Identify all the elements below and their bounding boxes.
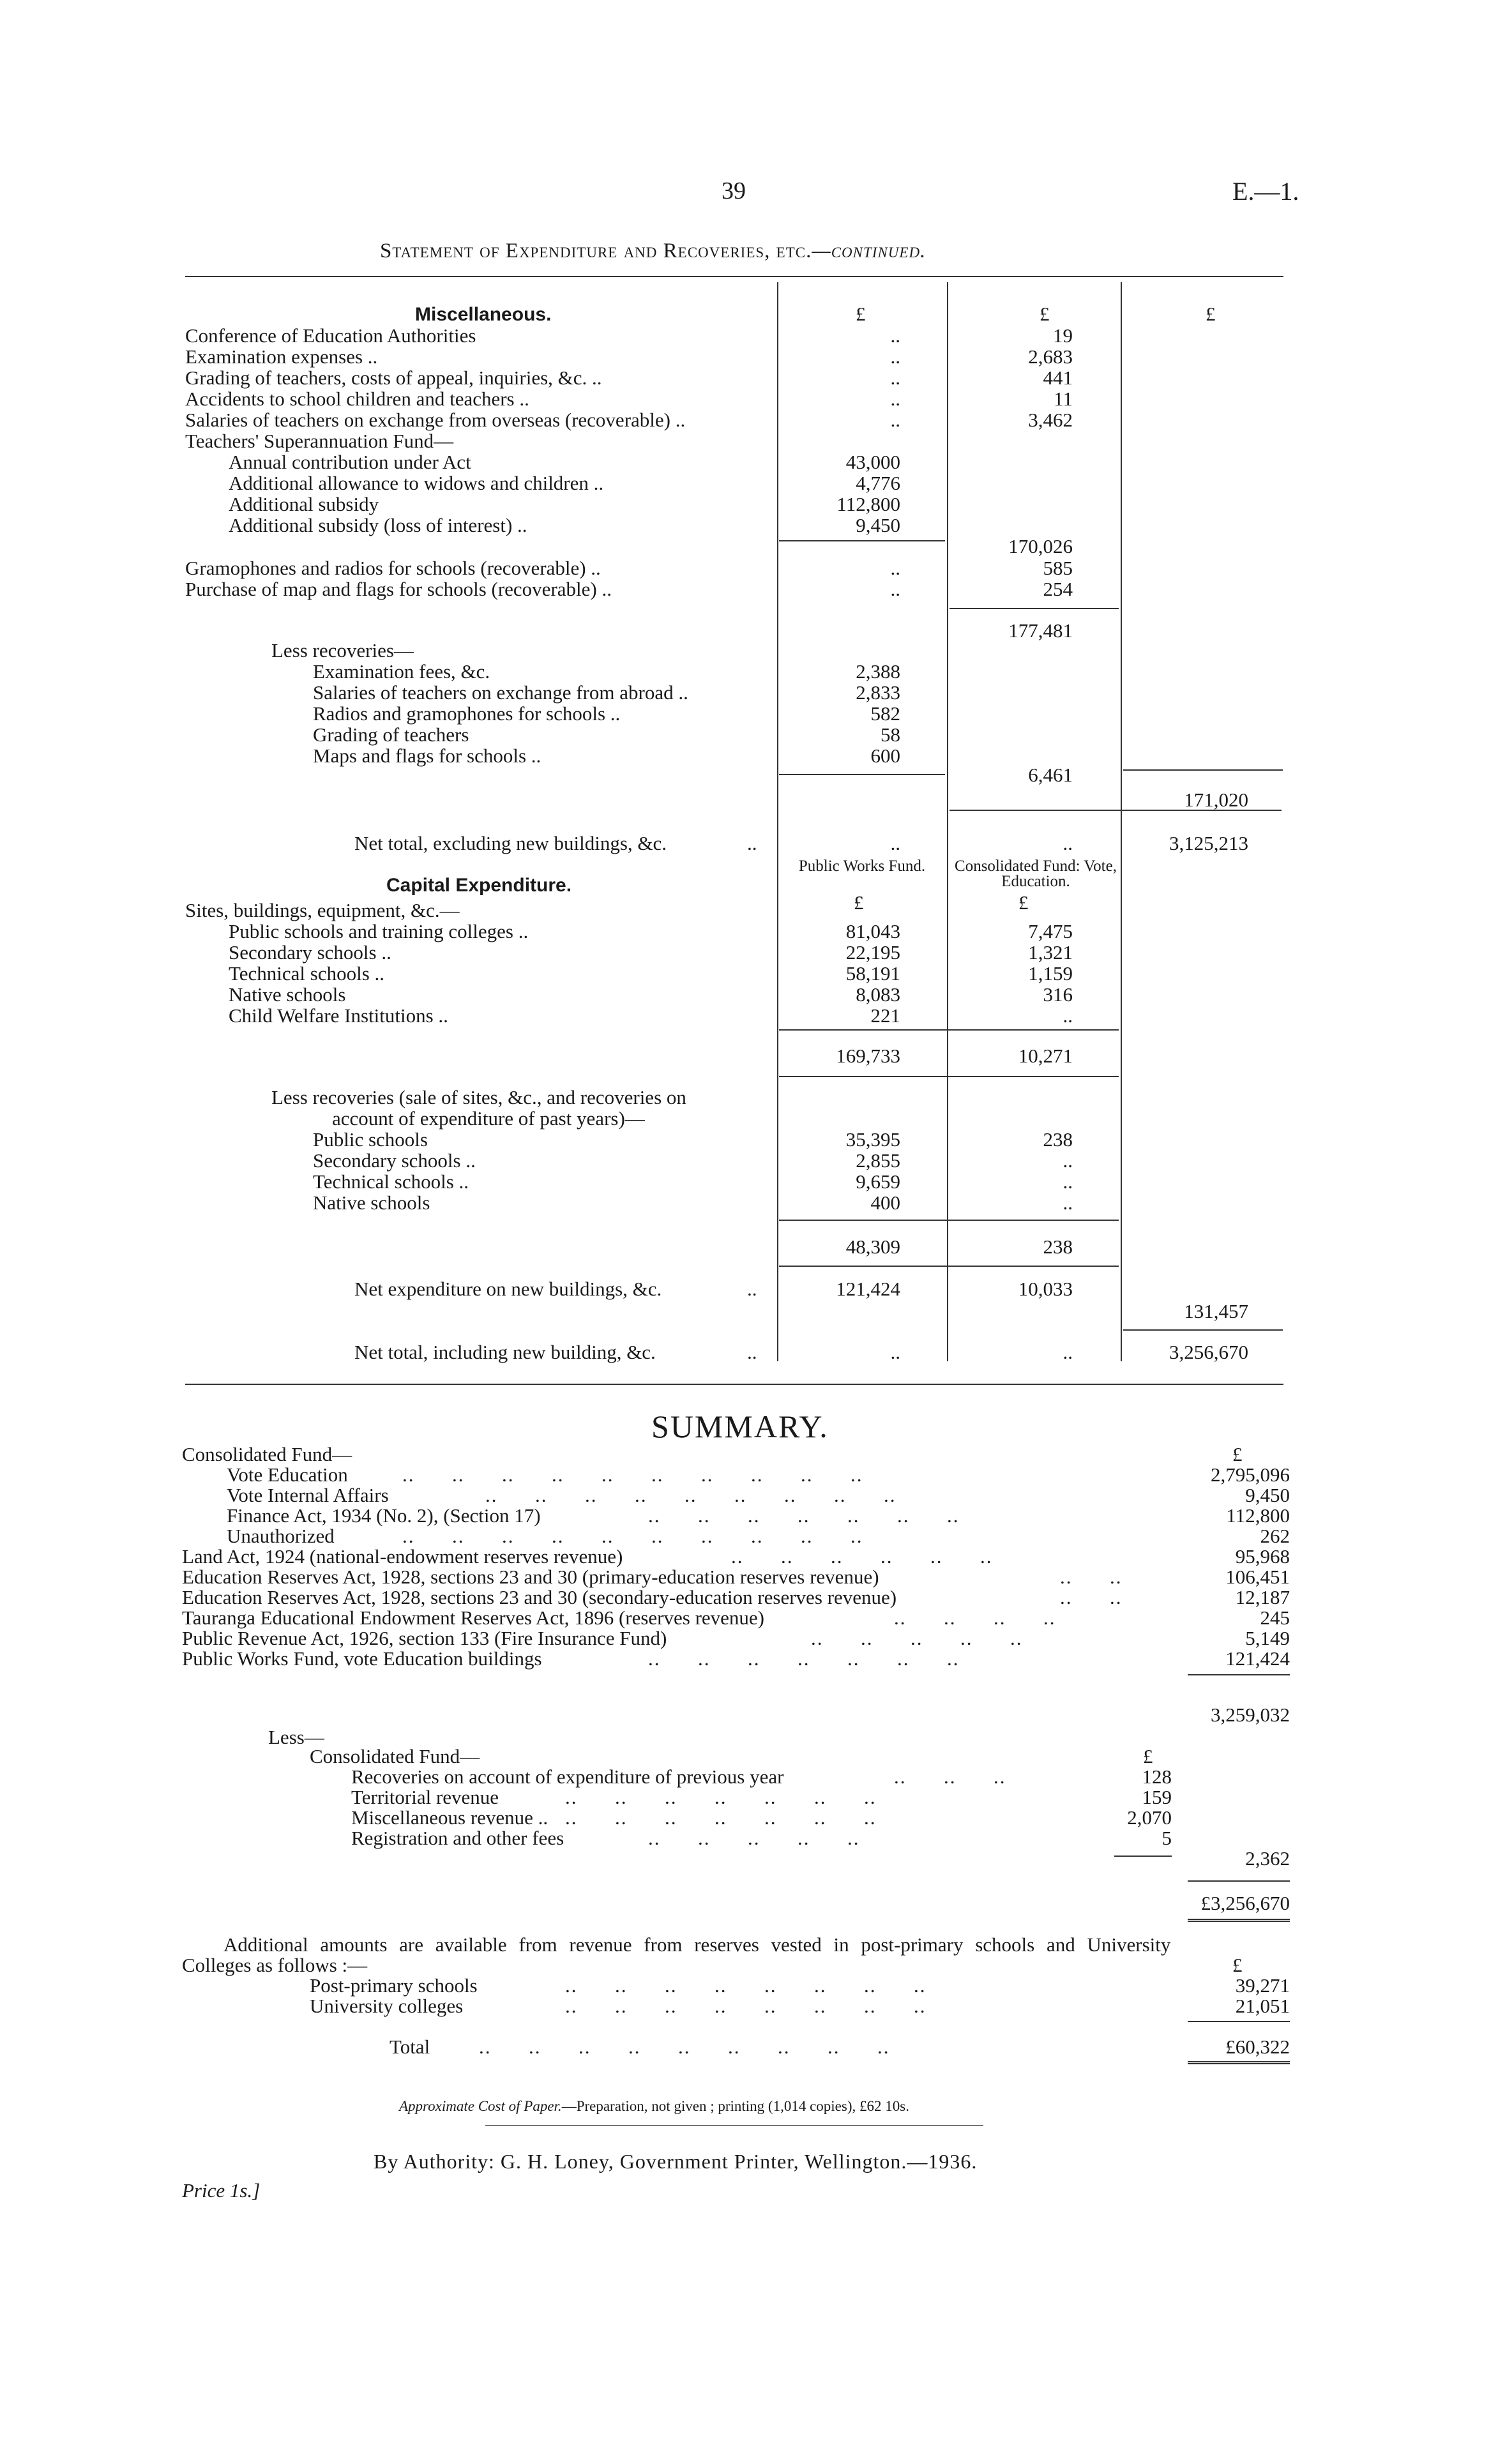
summary-leader: .. .. .. .. .. .. xyxy=(731,1545,993,1568)
currency-col3: £ xyxy=(1206,303,1216,325)
summary-row-label: Land Act, 1924 (national-endowment reserves revenue) xyxy=(182,1545,623,1568)
misc-row2-c2: 585 xyxy=(1043,557,1073,579)
summary-cf-row-value: 262 xyxy=(1260,1525,1290,1547)
capital-net-c3: 131,457 xyxy=(1184,1300,1248,1322)
currency-col1: £ xyxy=(856,303,866,325)
misc-row-label: Accidents to school children and teachers .. xyxy=(185,388,529,410)
price: Price 1s.] xyxy=(182,2179,261,2202)
capital-heading: Capital Expenditure. xyxy=(386,875,572,896)
additional-note-line2: Colleges as follows :— xyxy=(182,1954,368,1976)
capital-less-row-c1: 2,855 xyxy=(856,1149,900,1172)
summary-less-rule xyxy=(1114,1856,1172,1857)
less-recoveries-heading: Less recoveries— xyxy=(271,639,414,661)
grand-total-c3: 3,256,670 xyxy=(1169,1341,1248,1363)
less-row-c1: 2,833 xyxy=(856,681,900,704)
super-row-c1: 4,776 xyxy=(856,472,900,494)
super-row-c1: 9,450 xyxy=(856,514,900,536)
less-row-c1: 58 xyxy=(881,723,900,746)
capital-less-row-label: Public schools xyxy=(313,1128,428,1151)
super-row-label: Additional subsidy (loss of interest) .. xyxy=(229,514,527,536)
capital-less-row-label: Technical schools .. xyxy=(313,1170,469,1193)
capital-net-rule xyxy=(779,1266,1119,1267)
summary-row-value: 106,451 xyxy=(1225,1566,1290,1588)
summary-gross-rule xyxy=(1188,1674,1290,1675)
misc-row-c1: .. xyxy=(890,345,900,368)
summary-row-label: Public Revenue Act, 1926, section 133 (Fire Insurance Fund) xyxy=(182,1627,667,1649)
summary-net-total: £3,256,670 xyxy=(1200,1892,1290,1914)
summary-leader: .. .. .. .. .. .. .. .. xyxy=(565,1974,927,1997)
col-head-public-works: Public Works Fund. xyxy=(798,858,926,875)
misc-row-c1: .. xyxy=(890,324,900,347)
summary-row-value: 95,968 xyxy=(1235,1545,1290,1568)
summary-less-row-label: Registration and other fees xyxy=(351,1827,564,1849)
section-divider xyxy=(185,1384,1283,1385)
capital-row-label: Child Welfare Institutions .. xyxy=(229,1004,448,1027)
summary-less-label: Less— xyxy=(268,1726,324,1748)
capital-less-row-c1: 400 xyxy=(870,1191,900,1214)
additional-row-label: Post-primary schools xyxy=(310,1974,478,1997)
summary-leader: .. .. .. .. .. .. .. xyxy=(648,1647,960,1670)
capital-less-row-c1: 35,395 xyxy=(845,1128,900,1151)
statement-title-main: Statement of Expenditure and Recoveries, etc. xyxy=(380,239,812,262)
capital-net-c2: 10,033 xyxy=(1018,1278,1073,1300)
capital-currency-col1: £ xyxy=(854,891,864,914)
capital-less-total-c2: 238 xyxy=(1043,1236,1073,1258)
super-total-rule xyxy=(779,540,945,541)
authority-line: By Authority: G. H. Loney, Government Printer, Wellington.—1936. xyxy=(374,2150,978,2173)
capital-less-heading-1: Less recoveries (sale of sites, &c., and recoveries on xyxy=(271,1086,686,1108)
summary-row-value: 5,149 xyxy=(1245,1627,1290,1649)
summary-row-label: Education Reserves Act, 1928, sections 23 and 30 (primary-education reserves revenue) xyxy=(182,1566,879,1588)
summary-cf-row-label: Finance Act, 1934 (No. 2), (Section 17) xyxy=(227,1504,541,1527)
summary-leader: .. .. xyxy=(1060,1566,1123,1588)
summary-less-row-label: Miscellaneous revenue .. xyxy=(351,1806,549,1829)
misc-row-label: Grading of teachers, costs of appeal, inquiries, &c. .. xyxy=(185,367,602,389)
misc-row2-c1: .. xyxy=(890,557,900,579)
super-row-label: Additional subsidy xyxy=(229,493,379,515)
capital-less-row-label: Native schools xyxy=(313,1191,430,1214)
net-misc: 171,020 xyxy=(1184,789,1248,811)
summary-leader: .. .. .. .. xyxy=(894,1606,1056,1629)
summary-less-row-value: 2,070 xyxy=(1127,1806,1172,1829)
misc-row2-label: Gramophones and radios for schools (recoverable) .. xyxy=(185,557,601,579)
capital-less-row-c2: .. xyxy=(1063,1191,1073,1214)
cost-of-paper-label: Approximate Cost of Paper. xyxy=(399,2098,562,2114)
less-total-rule xyxy=(779,774,945,775)
summary-leader: .. .. .. .. .. xyxy=(811,1627,1023,1649)
subtotal-rule xyxy=(949,608,1119,609)
additional-note-line1: Additional amounts are available from revenue from reserves vested in post-primary schools and University xyxy=(223,1933,1171,1956)
additional-currency: £ xyxy=(1232,1954,1243,1976)
capital-total-bottom-rule xyxy=(779,1076,1119,1077)
grand-total-label: Net total, including new building, &c. xyxy=(354,1341,656,1363)
additional-row-value: 21,051 xyxy=(1235,1995,1290,2017)
capital-row-label: Public schools and training colleges .. xyxy=(229,920,529,942)
column-rule-1 xyxy=(777,282,778,1361)
col-head-consolidated: Consolidated Fund: Vote, Education. xyxy=(955,858,1117,890)
column-rule-2 xyxy=(947,282,948,1361)
summary-less-row-label: Territorial revenue xyxy=(351,1786,499,1808)
summary-less-row-value: 159 xyxy=(1142,1786,1172,1808)
capital-row-c2: 316 xyxy=(1043,983,1073,1006)
less-row-label: Examination fees, &c. xyxy=(313,660,490,683)
misc-row-c1: .. xyxy=(890,367,900,389)
less-total: 6,461 xyxy=(1028,764,1073,786)
misc-row2-c1: .. xyxy=(890,578,900,600)
grand-total-c1: .. xyxy=(890,1341,900,1363)
less-row-label: Radios and gramophones for schools .. xyxy=(313,702,621,725)
currency-col2: £ xyxy=(1040,303,1050,325)
summary-leader: .. .. .. .. .. .. .. .. .. .. xyxy=(402,1525,863,1547)
super-row-label: Additional allowance to widows and children .. xyxy=(229,472,604,494)
additional-total-rule xyxy=(1188,2021,1290,2022)
summary-cf-row-value: 2,795,096 xyxy=(1211,1463,1290,1486)
summary-row-value: 121,424 xyxy=(1225,1647,1290,1670)
capital-total-c2: 10,271 xyxy=(1018,1045,1073,1067)
summary-row-label: Tauranga Educational Endowment Reserves Act, 1896 (reserves revenue) xyxy=(182,1606,764,1629)
summary-leader: .. .. .. .. .. .. .. xyxy=(648,1504,960,1527)
summary-leader: .. .. .. .. .. .. .. .. .. xyxy=(485,1484,897,1506)
summary-cf-row-value: 9,450 xyxy=(1245,1484,1290,1506)
capital-net-label: Net expenditure on new buildings, &c. xyxy=(354,1278,662,1300)
summary-less-total: 2,362 xyxy=(1245,1847,1290,1870)
capital-less-row-c2: .. xyxy=(1063,1170,1073,1193)
less-row-c1: 600 xyxy=(870,744,900,767)
net-total-excl-dots: .. xyxy=(747,832,757,854)
summary-cf-row-label: Vote Internal Affairs xyxy=(227,1484,389,1506)
header-rule xyxy=(185,276,1283,277)
less-row-c1: 582 xyxy=(870,702,900,725)
summary-row-value: 12,187 xyxy=(1235,1586,1290,1608)
misc-row-c2: 19 xyxy=(1053,324,1073,347)
misc-subtotal: 177,481 xyxy=(1008,619,1073,642)
capital-total-rule xyxy=(779,1029,1119,1031)
grand-total-c2: .. xyxy=(1063,1341,1073,1363)
capital-row-c1: 81,043 xyxy=(845,920,900,942)
misc-row-c2: 11 xyxy=(1054,388,1073,410)
summary-less-row-value: 5 xyxy=(1161,1827,1172,1849)
grand-total-rule xyxy=(1123,1329,1283,1331)
net-total-top-rule xyxy=(949,810,1282,811)
net-total-excl-c1: .. xyxy=(890,832,900,854)
misc-row-label: Teachers' Superannuation Fund— xyxy=(185,430,454,452)
capital-row-c2: 1,321 xyxy=(1028,941,1073,964)
summary-leader: .. .. .. xyxy=(894,1765,1006,1788)
summary-less-row-label: Recoveries on account of expenditure of previous year xyxy=(351,1765,784,1788)
capital-row-label: Technical schools .. xyxy=(229,962,385,985)
capital-total-c1: 169,733 xyxy=(836,1045,900,1067)
misc-row-c2: 3,462 xyxy=(1028,409,1073,431)
page-number: 39 xyxy=(722,178,746,204)
net-total-excl-c2: .. xyxy=(1063,832,1073,854)
summary-row-value: 245 xyxy=(1260,1606,1290,1629)
misc-row-c2: 2,683 xyxy=(1028,345,1073,368)
misc-row-label: Salaries of teachers on exchange from overseas (recoverable) .. xyxy=(185,409,686,431)
net-misc-rule xyxy=(1123,769,1283,771)
summary-less-cf-label: Consolidated Fund— xyxy=(310,1745,480,1767)
summary-row-label: Education Reserves Act, 1928, sections 23 and 30 (secondary-education reserves revenue) xyxy=(182,1586,897,1608)
less-row-label: Salaries of teachers on exchange from abroad .. xyxy=(313,681,688,704)
summary-leader: .. .. .. .. .. .. .. xyxy=(565,1806,877,1829)
net-total-excl-c3: 3,125,213 xyxy=(1169,832,1248,854)
super-row-label: Annual contribution under Act xyxy=(229,451,471,473)
capital-less-row-c2: .. xyxy=(1063,1149,1073,1172)
additional-row-value: 39,271 xyxy=(1235,1974,1290,1997)
statement-title xyxy=(380,241,926,261)
capital-less-row-c2: 238 xyxy=(1043,1128,1073,1151)
summary-cf-row-label: Vote Education xyxy=(227,1463,348,1486)
misc-row-c1: .. xyxy=(890,409,900,431)
capital-less-heading-2: account of expenditure of past years)— xyxy=(332,1107,645,1130)
capital-row-c2: .. xyxy=(1063,1004,1073,1027)
statement-title-suffix: —continued. xyxy=(812,239,927,262)
summary-cf-label: Consolidated Fund— xyxy=(182,1443,352,1465)
misc-row-label: Examination expenses .. xyxy=(185,345,378,368)
misc-heading: Miscellaneous. xyxy=(415,304,552,325)
document-reference: E.—1. xyxy=(1232,177,1299,206)
misc-row-label: Conference of Education Authorities xyxy=(185,324,476,347)
capital-less-row-label: Secondary schools .. xyxy=(313,1149,476,1172)
misc-row2-c2: 254 xyxy=(1043,578,1073,600)
summary-leader: .. .. .. .. .. .. .. .. .. xyxy=(479,2036,890,2058)
additional-total-double-rule xyxy=(1188,2061,1290,2064)
summary-cf-row-label: Unauthorized xyxy=(227,1525,335,1547)
capital-row-c2: 7,475 xyxy=(1028,920,1073,942)
less-row-label: Grading of teachers xyxy=(313,723,469,746)
summary-currency: £ xyxy=(1232,1443,1243,1465)
summary-net-double-rule xyxy=(1188,1919,1290,1922)
less-row-c1: 2,388 xyxy=(856,660,900,683)
summary-gross-total: 3,259,032 xyxy=(1211,1704,1290,1726)
capital-intro: Sites, buildings, equipment, &c.— xyxy=(185,899,460,921)
summary-row-label: Public Works Fund, vote Education buildings xyxy=(182,1647,542,1670)
capital-row-c1: 58,191 xyxy=(845,962,900,985)
misc-row-c2: 441 xyxy=(1043,367,1073,389)
capital-row-c1: 22,195 xyxy=(845,941,900,964)
summary-leader: .. .. .. .. .. xyxy=(648,1827,860,1849)
capital-row-c2: 1,159 xyxy=(1028,962,1073,985)
less-row-label: Maps and flags for schools .. xyxy=(313,744,541,767)
capital-row-label: Secondary schools .. xyxy=(229,941,391,964)
capital-net-dots: .. xyxy=(747,1278,757,1300)
additional-row-label: University colleges xyxy=(310,1995,464,2017)
additional-total-label: Total xyxy=(390,2036,430,2058)
cost-of-paper-text: —Preparation, not given ; printing (1,014 copies), £62 10s. xyxy=(561,2098,909,2114)
net-total-excl-label: Net total, excluding new buildings, &c. xyxy=(354,832,667,854)
summary-net-rule xyxy=(1188,1880,1290,1882)
summary-leader: .. .. .. .. .. .. .. xyxy=(565,1786,877,1808)
misc-row-c1: .. xyxy=(890,388,900,410)
summary-leader: .. .. .. .. .. .. .. .. .. .. xyxy=(402,1463,863,1486)
capital-less-row-c1: 9,659 xyxy=(856,1170,900,1193)
grand-total-dots: .. xyxy=(747,1341,757,1363)
additional-total-value: £60,322 xyxy=(1225,2036,1290,2058)
capital-less-total-c1: 48,309 xyxy=(845,1236,900,1258)
capital-currency-col2: £ xyxy=(1018,891,1029,914)
summary-less-currency: £ xyxy=(1143,1745,1153,1767)
capital-row-label: Native schools xyxy=(229,983,346,1006)
capital-less-total-rule xyxy=(779,1220,1119,1221)
footer-rule xyxy=(485,2125,983,2126)
super-total: 170,026 xyxy=(1008,535,1073,557)
column-rule-3 xyxy=(1121,282,1122,1361)
summary-leader: .. .. xyxy=(1060,1586,1123,1608)
summary-cf-row-value: 112,800 xyxy=(1226,1504,1290,1527)
capital-row-c1: 221 xyxy=(870,1004,900,1027)
summary-title: SUMMARY. xyxy=(651,1409,829,1444)
summary-less-row-value: 128 xyxy=(1142,1765,1172,1788)
misc-row2-label: Purchase of map and flags for schools (recoverable) .. xyxy=(185,578,612,600)
capital-net-c1: 121,424 xyxy=(836,1278,900,1300)
capital-row-c1: 8,083 xyxy=(856,983,900,1006)
super-row-c1: 43,000 xyxy=(845,451,900,473)
cost-of-paper xyxy=(399,2098,909,2115)
super-row-c1: 112,800 xyxy=(836,493,900,515)
summary-leader: .. .. .. .. .. .. .. .. xyxy=(565,1995,927,2017)
